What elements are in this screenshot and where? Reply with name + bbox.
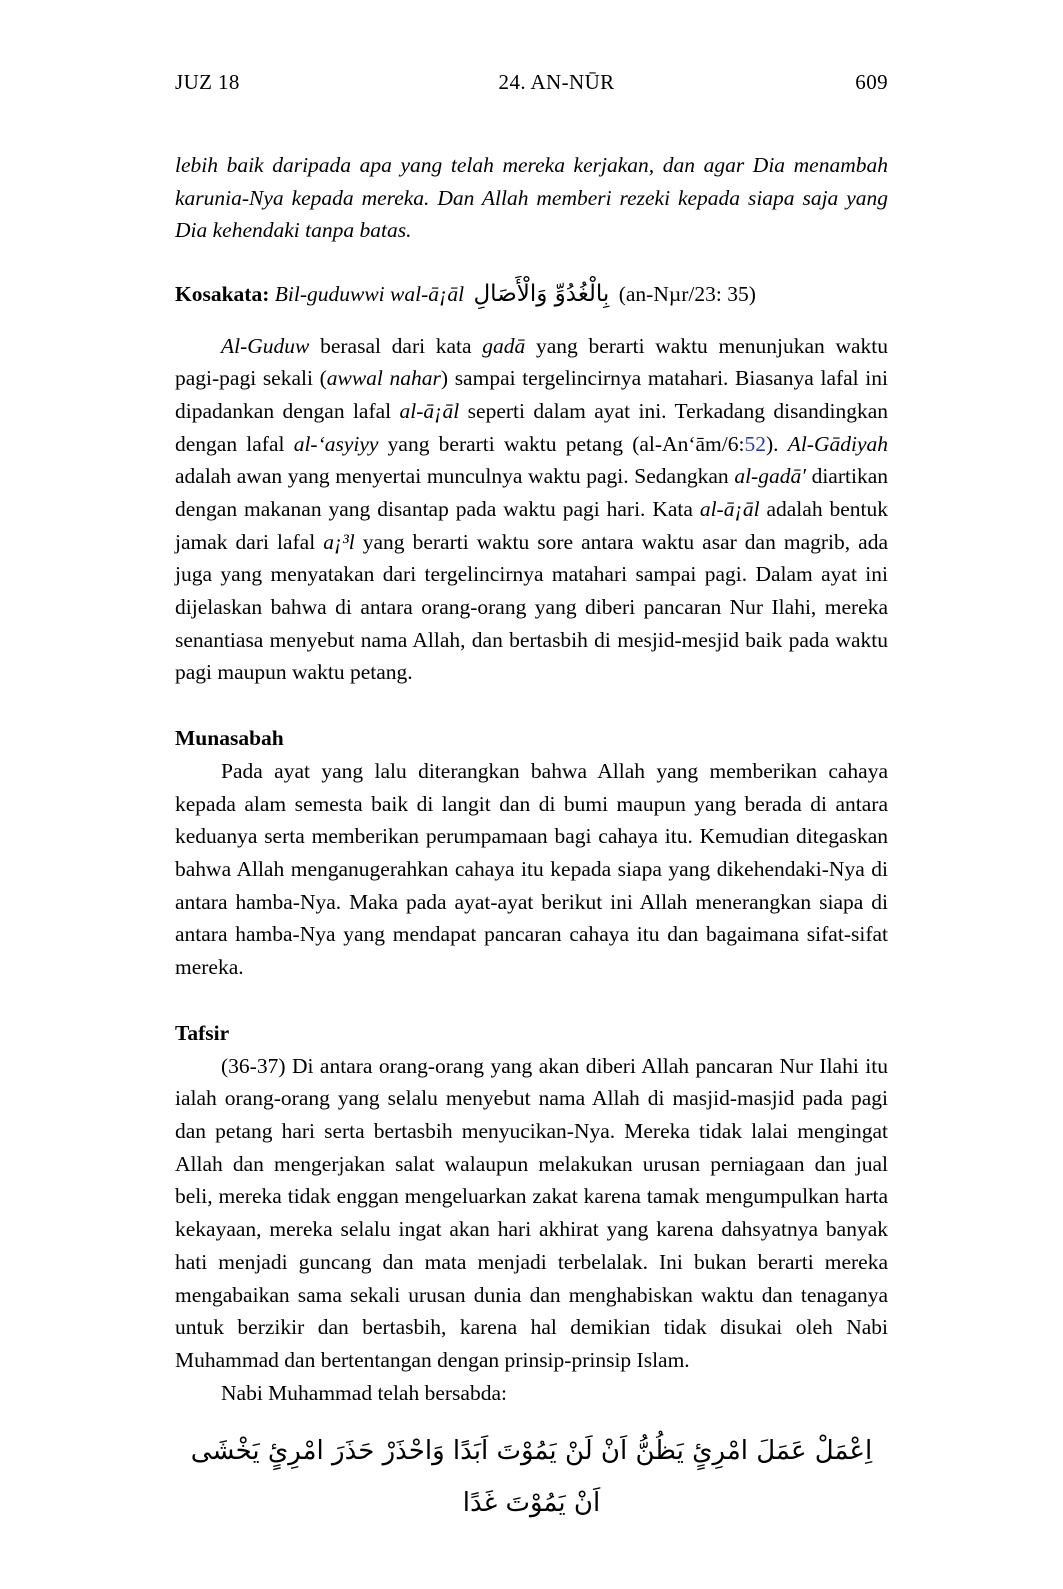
kosakata-text-12: ). — [765, 431, 788, 456]
kosakata-text-16: diartikan dengan makanan yang disantap pada waktu pagi hari. Kata — [175, 464, 888, 521]
term-gada: gadā — [482, 333, 526, 358]
kosakata-reference: (an-Nµr/23: 35) — [618, 282, 756, 307]
hadith-intro: Nabi Muhammad telah bersabda: — [221, 1380, 507, 1405]
kosakata-text-14: adalah awan yang menyertai munculnya waktu pagi. Sedangkan — [175, 464, 735, 489]
term-asil: a¡³l — [323, 529, 355, 554]
kosakata-label: Kosakata: — [175, 282, 270, 307]
kosakata-line — [175, 277, 888, 312]
kosakata-text-2: berasal dari kata — [309, 333, 483, 358]
term-al-gadiyah: Al-Gādiyah — [787, 431, 889, 456]
term-al-asyiyy: al-‘asyiyy — [293, 431, 379, 456]
verse-reference-link[interactable]: 52 — [744, 431, 766, 456]
term-al-guduw: Al-Guduw — [221, 333, 310, 358]
kosakata-text-10: yang berarti waktu petang (al-An‘ām/6: — [378, 431, 745, 456]
heading-tafsir: Tafsir — [175, 1020, 230, 1045]
hadith-arabic-text: اِعْمَلْ عَمَلَ امْرِئٍ يَظُنُّ اَنْ لَنْ يَمُوْتَ اَبَدًا وَاحْذَرْ حَذَرَ امْرِئٍ يَخْشَى اَنْ يَمُوْتَ غَدًا — [190, 1436, 873, 1519]
running-head — [175, 70, 888, 95]
term-al-aal-1: al-ā¡āl — [399, 398, 460, 423]
kosakata-text-4: yang berarti waktu menunjukan waktu pagi-pagi sekali ( — [175, 333, 888, 391]
kosakata-text-18: adalah bentuk jamak dari lafal — [175, 496, 888, 554]
kosakata-arabic: بِالْغُدُوِّ وَالْأَصَالِ — [473, 281, 610, 308]
kosakata-explanation — [175, 330, 888, 689]
tafsir-paragraph: (36-37) Di antara orang-orang yang akan diberi Allah pancaran Nur Ilahi itu ialah orang-orang yang selalu menyebut nama Allah di masjid-masjid pada pagi dan petang hari serta bertasbih menyucikan-Nya. Mereka tidak lalai mengingat Allah dan mengerjakan salat walaupun melakukan urusan perniagaan dan jual beli, mereka tidak enggan mengeluarkan zakat karena tamak mengumpulkan harta kekayaan, mereka selalu ingat akan hari akhirat yang karena dahsyatnya banyak hati menjadi guncang dan mata menjadi terbelalak. Ini bukan berarti mereka mengabaikan sama sekali urusan dunia dan menghabiskan waktu dan tenaganya untuk berzikir dan bertasbih, karena hal demikian tidak disukai oleh Nabi Muhammad dan bertentangan dengan prinsip-prinsip Islam. — [175, 1053, 888, 1372]
kosakata-text-20: yang berarti waktu sore antara waktu asar dan magrib, ada juga yang menyatakan dari tergelincirnya matahari sampai pagi. Dalam ayat ini dijelaskan bahwa di antara orang-orang yang diberi pancaran Nur Ilahi, mereka senantiasa menyebut nama Allah, dan bertasbih di mesjid-mesjid baik pada waktu pagi maupun waktu petang. — [175, 529, 888, 685]
intro-paragraph: lebih baik daripada apa yang telah mereka kerjakan, dan agar Dia menambah karunia-Nya kepada mereka. Dan Allah memberi rezeki kepada siapa saja yang Dia kehendaki tanpa batas. — [175, 153, 888, 243]
munasabah-paragraph: Pada ayat yang lalu diterangkan bahwa Allah yang memberikan cahaya kepada alam semesta baik di langit dan di bumi maupun yang berada di antara keduanya serta memberikan perumpamaan bagi cahaya itu. Kemudian ditegaskan bahwa Allah menganugerahkan cahaya itu kepada siapa yang dikehendaki-Nya di antara hamba-Nya. Maka pada ayat-ayat berikut ini Allah menerangkan siapa di antara hamba-Nya yang mendapat pancaran cahaya itu dan bagaimana sifat-sifat mereka. — [175, 759, 888, 980]
term-al-gada: al-gadā′ — [734, 464, 806, 489]
term-awwal-nahar: awwal nahar — [326, 366, 441, 391]
running-head-juz: JUZ 18 — [175, 70, 240, 94]
kosakata-text-8: seperti dalam ayat ini. Terkadang disandingkan dengan lafal — [175, 398, 888, 456]
heading-munasabah: Munasabah — [175, 725, 284, 750]
kosakata-transliteration: Bil-guduwwi wal-ā¡āl — [274, 282, 465, 307]
kosakata-text-6: ) sampai tergelincirnya matahari. Biasanya lafal ini dipadankan dengan lafal — [175, 366, 888, 423]
running-head-surah: 24. AN-NŪR — [498, 70, 615, 94]
term-al-aal-2: al-ā¡āl — [699, 496, 760, 521]
page-number: 609 — [855, 70, 888, 94]
